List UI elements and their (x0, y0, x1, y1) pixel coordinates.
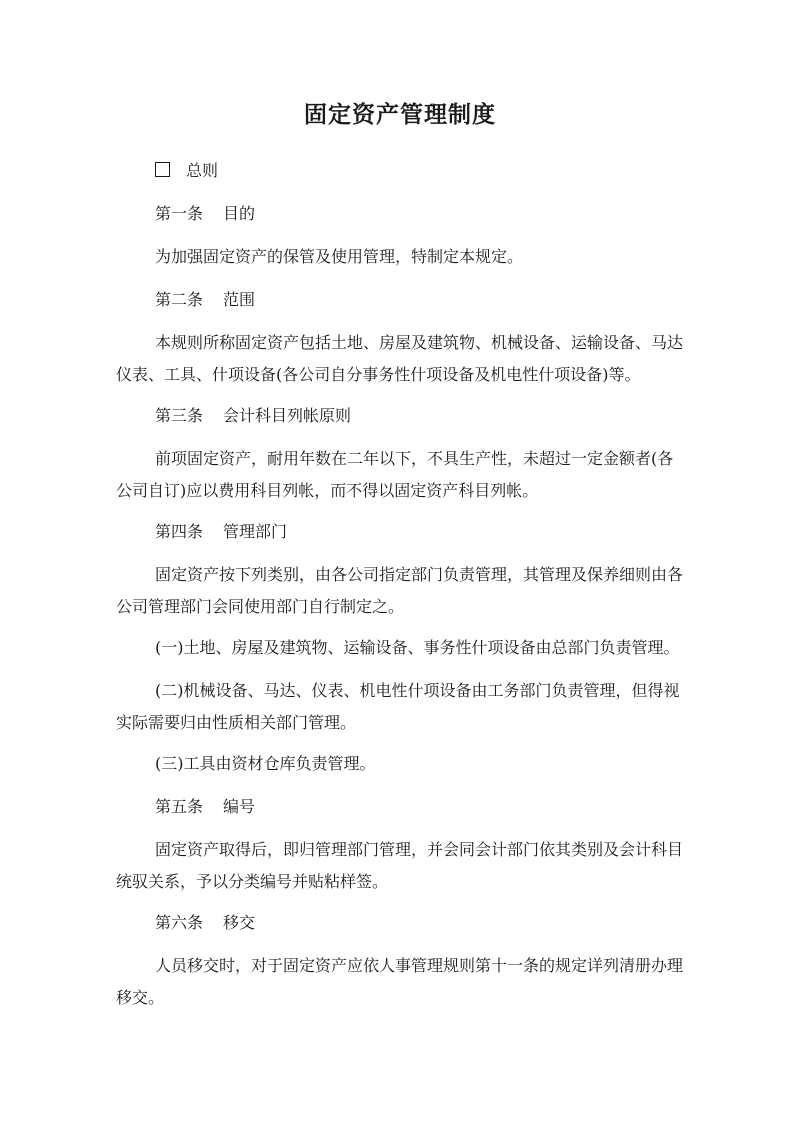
article-heading (155, 196, 686, 232)
article-title: 移交 (223, 913, 256, 932)
article-paragraph-line: 移交。 (116, 988, 165, 1007)
article-paragraph-line: 仪表、工具、什项设备(各公司自分事务性什项设备及机电性什项设备)等。 (116, 365, 641, 384)
article-number: 第六条 (155, 913, 204, 932)
list-item-line: (三)工具由资材仓库负责管理。 (155, 754, 376, 773)
article-title: 范围 (223, 290, 256, 309)
article-number: 第五条 (155, 797, 204, 816)
article-heading (155, 282, 686, 318)
article-number: 第三条 (155, 406, 204, 425)
article-heading (155, 398, 686, 434)
article-paragraph-line: 固定资产按下列类别，由各公司指定部门负责管理，其管理及保养细则由各 (155, 565, 684, 584)
article-paragraph-line: 本规则所称固定资产包括土地、房屋及建筑物、机械设备、运输设备、马达 (155, 333, 684, 352)
article-paragraph-line: 人员移交时，对于固定资产应依人事管理规则第十一条的规定详列清册办理 (155, 956, 684, 975)
section-heading (155, 153, 686, 189)
article-paragraph-line: 公司自订)应以费用科目列帐，而不得以固定资产科目列帐。 (116, 481, 539, 500)
article-number: 第一条 (155, 204, 204, 223)
article-paragraph-line: 为加强固定资产的保管及使用管理，特制定本规定。 (155, 247, 524, 266)
article-paragraph-line: 固定资产取得后，即归管理部门管理，并会同会计部门依其类别及会计科目 (155, 840, 684, 859)
article-paragraph-line: 统驭关系，予以分类编号并贴粘样签。 (116, 872, 389, 891)
article-title: 目的 (223, 204, 256, 223)
article-title: 管理部门 (223, 522, 288, 541)
list-item-line: (二)机械设备、马达、仪表、机电性什项设备由工务部门负责管理，但得视 (155, 681, 680, 700)
article-paragraph-line: 前项固定资产，耐用年数在二年以下，不具生产性，未超过一定金额者(各 (155, 449, 674, 468)
article-paragraph-line: 公司管理部门会同使用部门自行制定之。 (116, 597, 405, 616)
list-item-line: (一)土地、房屋及建筑物、运输设备、事务性什项设备由总部门负责管理。 (155, 638, 680, 657)
document-title: 固定资产管理制度 (304, 101, 496, 128)
article-heading (155, 905, 686, 941)
list-item-line: 实际需要归由性质相关部门管理。 (116, 713, 357, 732)
article-number: 第二条 (155, 290, 204, 309)
article-title: 会计科目列帐原则 (223, 406, 352, 425)
section-label: 总则 (186, 161, 219, 180)
article-heading (155, 789, 686, 825)
article-heading (155, 514, 686, 550)
checkbox-icon (155, 162, 170, 177)
article-title: 编号 (223, 797, 256, 816)
article-number: 第四条 (155, 522, 204, 541)
